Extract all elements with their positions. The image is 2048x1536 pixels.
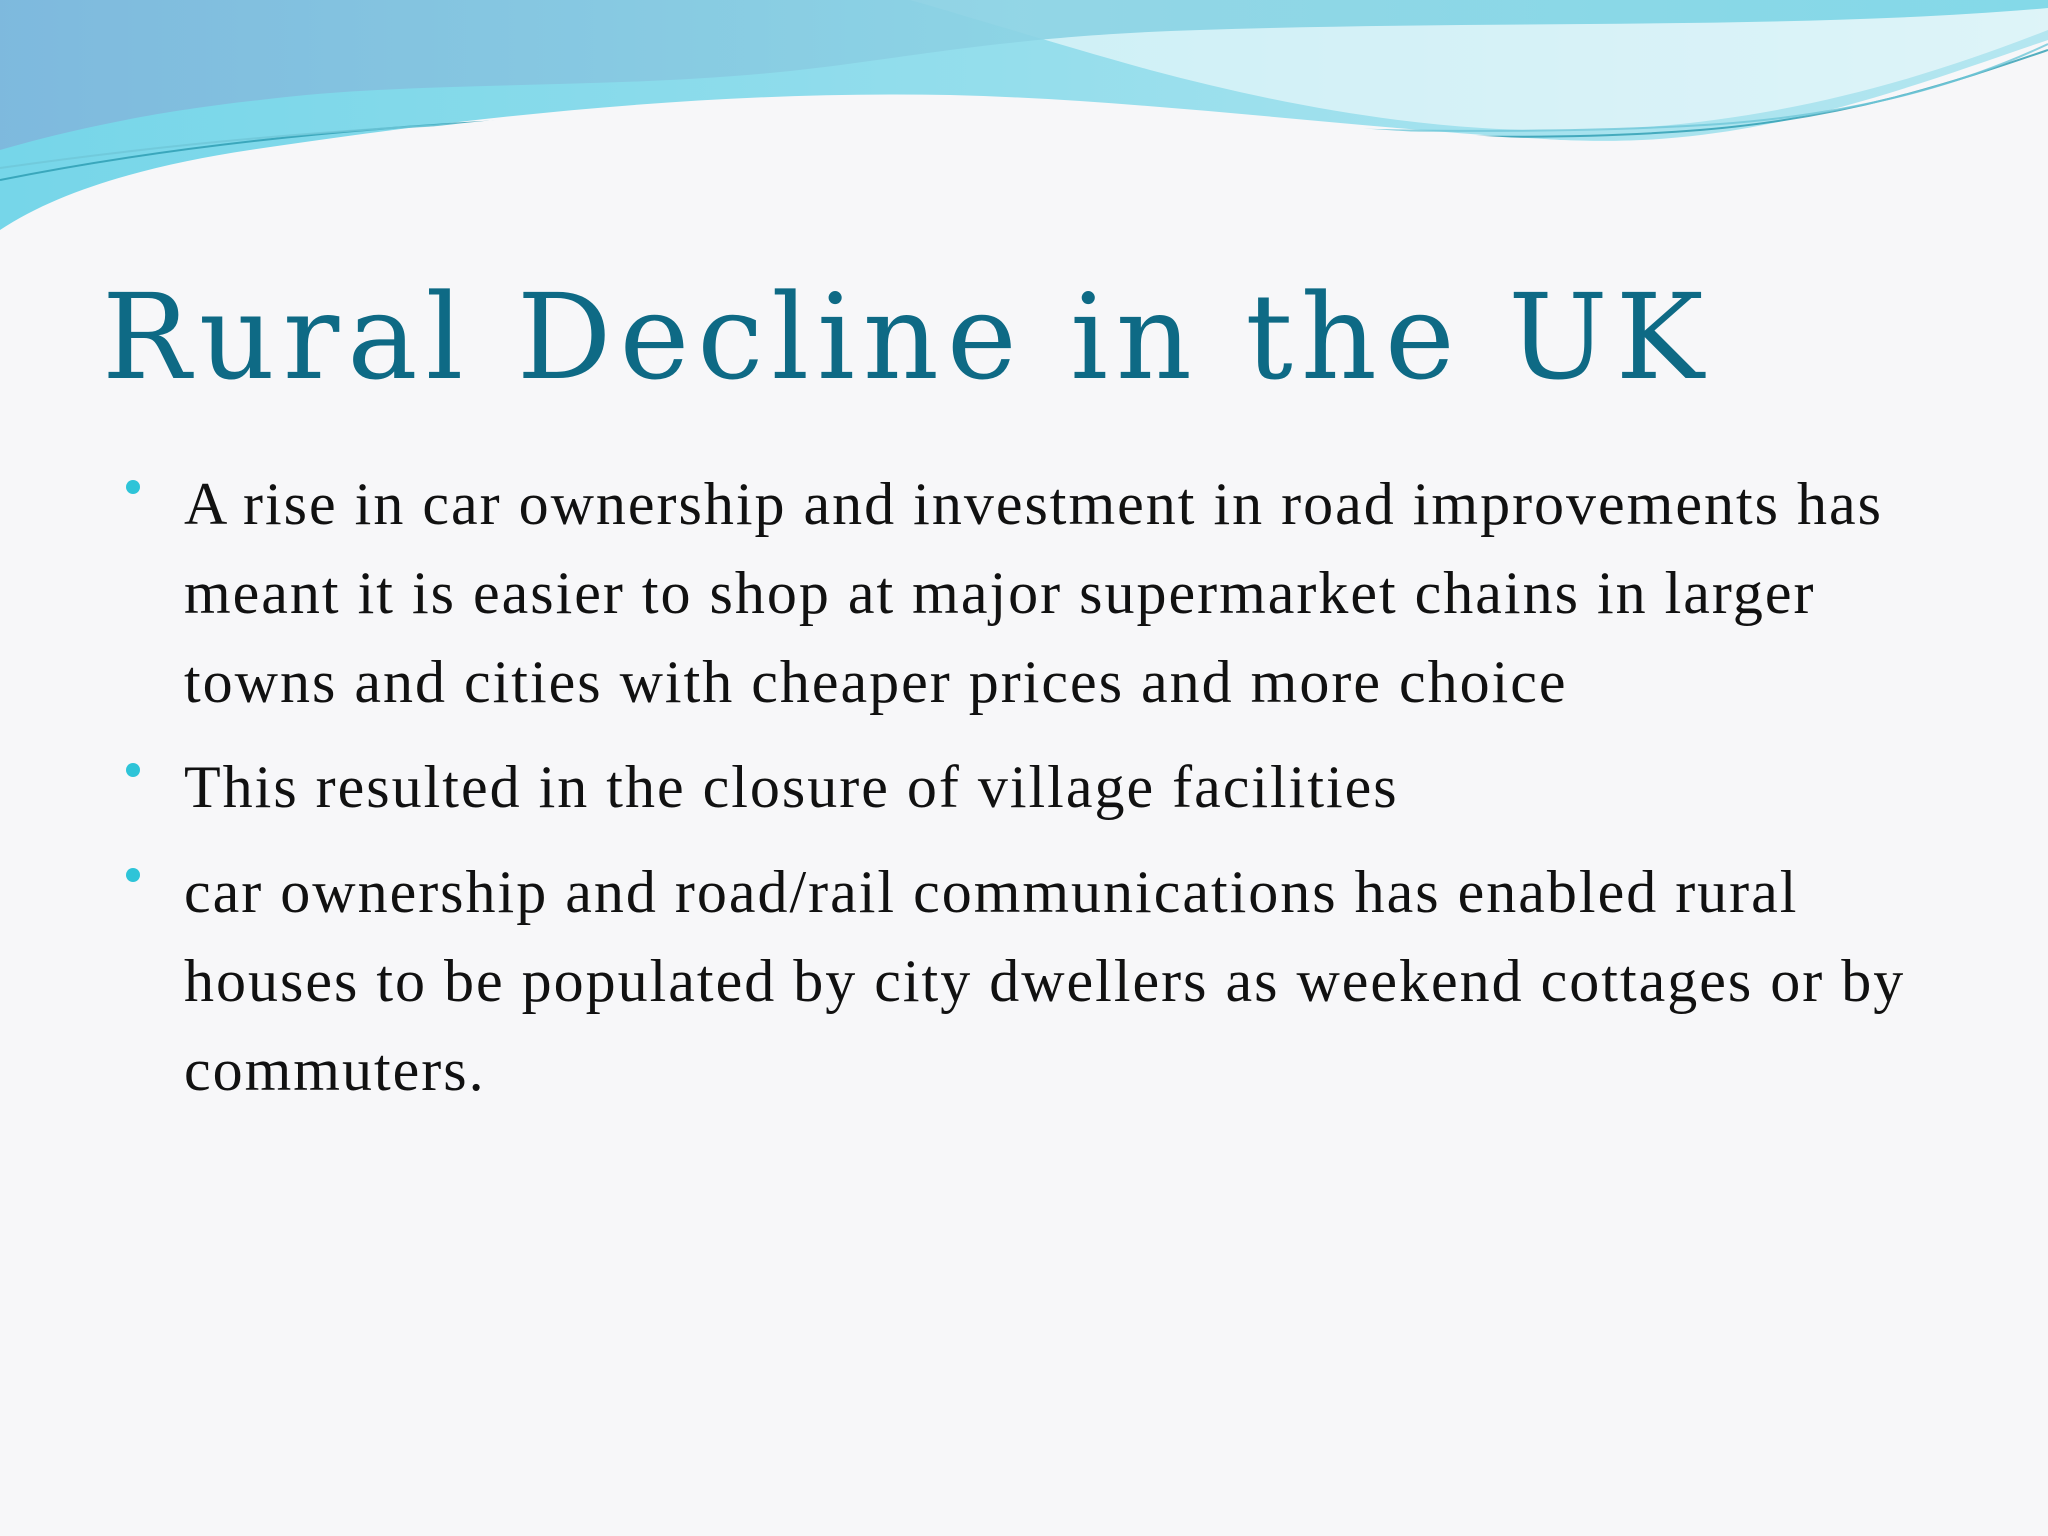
bullet-text: car ownership and road/rail communications has enabled rural houses to be populated by city dwellers as weekend cottages or by commuters.: [184, 859, 1906, 1103]
bullet-text: A rise in car ownership and investment in road improvements has meant it is easier to shop at major supermarket chains in larger towns and cities with cheaper prices and more choice: [184, 471, 1883, 715]
bullet-text: This resulted in the closure of village facilities: [184, 754, 1399, 820]
list-item: [118, 460, 1958, 727]
wave-header-decoration: [0, 0, 2048, 240]
bullet-marker-icon: [126, 763, 140, 777]
bullet-list: [118, 460, 1958, 1115]
slide-title: Rural Decline in the UK: [102, 268, 1712, 406]
list-item: [118, 743, 1958, 832]
bullet-marker-icon: [126, 480, 140, 494]
bullet-marker-icon: [126, 868, 140, 882]
list-item: [118, 848, 1958, 1115]
